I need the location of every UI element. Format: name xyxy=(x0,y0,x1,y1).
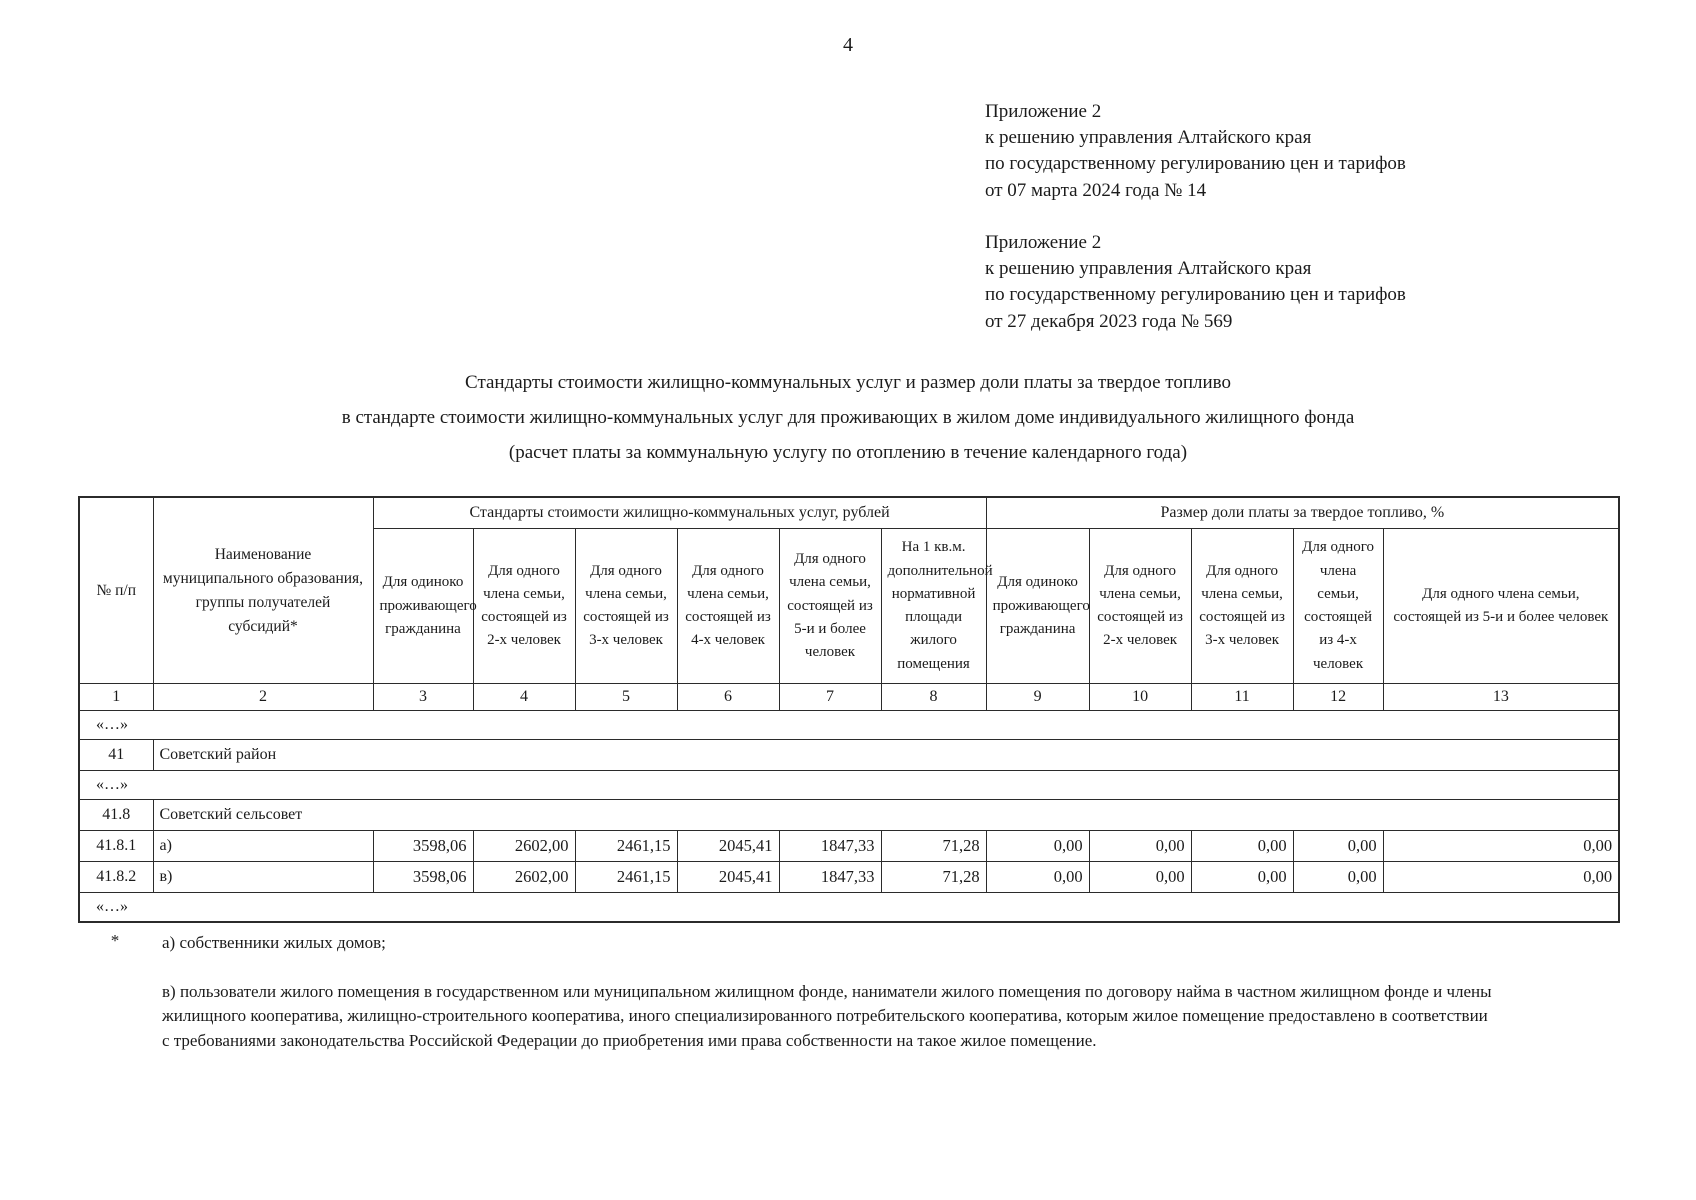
table-row-ellipsis-3 xyxy=(79,893,1619,923)
value-cell: 3598,06 xyxy=(373,831,473,862)
annex2-line4: от 27 декабря 2023 года № 569 xyxy=(985,310,1233,332)
title-line3: (расчет платы за коммунальную услугу по отоплению в течение календарного года) xyxy=(508,442,1188,464)
header-sub-10: Для одного члена семьи, состоящей из 2-х человек xyxy=(1089,529,1191,684)
annex1-line3: по государственному регулированию цен и тарифов xyxy=(985,153,1406,175)
value-cell: 71,28 xyxy=(881,831,986,862)
footnotes xyxy=(78,931,1696,1054)
value-cell: 0,00 xyxy=(1089,831,1191,862)
colnum-4: 4 xyxy=(473,684,575,711)
value-cell: 0,00 xyxy=(1293,862,1383,893)
colnum-13: 13 xyxy=(1383,684,1619,711)
table-row-41-8-2 xyxy=(79,862,1619,893)
page-number: 4 xyxy=(843,34,853,56)
header-col-name: Наименование муниципального образования, группы получателей субсидий* xyxy=(153,497,373,684)
colnum-8: 8 xyxy=(881,684,986,711)
header-sub-7: Для одного члена семьи, состоящей из 5-и и более человек xyxy=(779,529,881,684)
value-cell: 0,00 xyxy=(1383,831,1619,862)
annex-block-2 xyxy=(985,230,1696,335)
value-cell: 0,00 xyxy=(1293,831,1383,862)
row-41-8-name: Советский сельсовет xyxy=(153,800,1619,831)
colnum-9: 9 xyxy=(986,684,1089,711)
annex2-line1: Приложение 2 xyxy=(985,231,1102,253)
colnum-5: 5 xyxy=(575,684,677,711)
value-cell: 2461,15 xyxy=(575,831,677,862)
header-col-num: № п/п xyxy=(79,497,153,684)
value-cell: 0,00 xyxy=(1191,862,1293,893)
colnum-11: 11 xyxy=(1191,684,1293,711)
annex2-line3: по государственному регулированию цен и тарифов xyxy=(985,284,1406,306)
annex-block-1 xyxy=(985,99,1696,204)
footnote-item-v: в) пользователи жилого помещения в государственном или муниципальном жилищном фонде, наниматели жилого помещения по договору найма в частном жилищном фонде и члены жилищного кооператива, жилищно-строительного кооператива, иного специализированного потребительского кооператива, которым жилое помещение предоставлено в соответствии с требованиями законодательства Российской Федерации до приобретения ими права собственности на такое жилое помещение. xyxy=(162,981,1492,1051)
header-sub-3: Для одиноко проживающего гражданина xyxy=(373,529,473,684)
row-41-8-2-label: в) xyxy=(153,862,373,893)
header-sub-4: Для одного члена семьи, состоящей из 2-х человек xyxy=(473,529,575,684)
ellipsis-text: «…» xyxy=(79,711,1619,740)
table-row-ellipsis-1 xyxy=(79,711,1619,740)
value-cell: 0,00 xyxy=(1383,862,1619,893)
row-41-8-2-num: 41.8.2 xyxy=(79,862,153,893)
colnum-3: 3 xyxy=(373,684,473,711)
value-cell: 2461,15 xyxy=(575,862,677,893)
header-sub-5: Для одного члена семьи, состоящей из 3-х человек xyxy=(575,529,677,684)
annex2-line2: к решению управления Алтайского края xyxy=(985,258,1312,280)
table-row-41-8 xyxy=(79,800,1619,831)
colnum-12: 12 xyxy=(1293,684,1383,711)
annex1-line4: от 07 марта 2024 года № 14 xyxy=(985,179,1207,201)
row-41-8-1-label: а) xyxy=(153,831,373,862)
row-41-8-num: 41.8 xyxy=(79,800,153,831)
value-cell: 0,00 xyxy=(1089,862,1191,893)
colnum-6: 6 xyxy=(677,684,779,711)
header-sub-8: На 1 кв.м. дополнительной нормативной площади жилого помещения xyxy=(881,529,986,684)
value-cell: 0,00 xyxy=(986,862,1089,893)
footnote-item-a: а) собственники жилых домов; xyxy=(162,933,386,953)
value-cell: 1847,33 xyxy=(779,862,881,893)
header-sub-12: Для одного члена семьи, состоящей из 4-х человек xyxy=(1293,529,1383,684)
table-row-41 xyxy=(79,740,1619,771)
value-cell: 2602,00 xyxy=(473,831,575,862)
row-41-num: 41 xyxy=(79,740,153,771)
title-line1: Стандарты стоимости жилищно-коммунальных услуг и размер доли платы за твердое топливо xyxy=(465,371,1231,393)
table-group-header-row xyxy=(79,497,1619,529)
table-row-ellipsis-2 xyxy=(79,771,1619,800)
header-sub-13: Для одного члена семьи, состоящей из 5-и и более человек xyxy=(1383,529,1619,684)
footnote-line-a xyxy=(78,931,1696,956)
ellipsis-text: «…» xyxy=(79,893,1619,923)
colnum-1: 1 xyxy=(79,684,153,711)
ellipsis-text: «…» xyxy=(79,771,1619,800)
annex1-line1: Приложение 2 xyxy=(985,101,1102,122)
table-column-numbers-row xyxy=(79,684,1619,711)
row-41-name: Советский район xyxy=(153,740,1619,771)
value-cell: 71,28 xyxy=(881,862,986,893)
colnum-10: 10 xyxy=(1089,684,1191,711)
value-cell: 2602,00 xyxy=(473,862,575,893)
annex1-line2: к решению управления Алтайского края xyxy=(985,127,1312,149)
title-line2: в стандарте стоимости жилищно-коммунальных услуг для проживающих в жилом доме индивидуального жилищного фонда xyxy=(341,406,1355,428)
tariff-table xyxy=(78,496,1620,923)
colnum-7: 7 xyxy=(779,684,881,711)
header-group-rub: Стандарты стоимости жилищно-коммунальных услуг, рублей xyxy=(373,497,986,529)
row-41-8-1-num: 41.8.1 xyxy=(79,831,153,862)
value-cell: 3598,06 xyxy=(373,862,473,893)
header-sub-6: Для одного члена семьи, состоящей из 4-х человек xyxy=(677,529,779,684)
header-sub-11: Для одного члена семьи, состоящей из 3-х человек xyxy=(1191,529,1293,684)
document-title xyxy=(0,365,1696,470)
value-cell: 0,00 xyxy=(1191,831,1293,862)
value-cell: 1847,33 xyxy=(779,831,881,862)
header-sub-9: Для одиноко проживающего гражданина xyxy=(986,529,1089,684)
value-cell: 2045,41 xyxy=(677,831,779,862)
footnote-star: * xyxy=(110,931,120,951)
colnum-2: 2 xyxy=(153,684,373,711)
header-group-pct: Размер доли платы за твердое топливо, % xyxy=(986,497,1619,529)
table-row-41-8-1 xyxy=(79,831,1619,862)
value-cell: 2045,41 xyxy=(677,862,779,893)
value-cell: 0,00 xyxy=(986,831,1089,862)
